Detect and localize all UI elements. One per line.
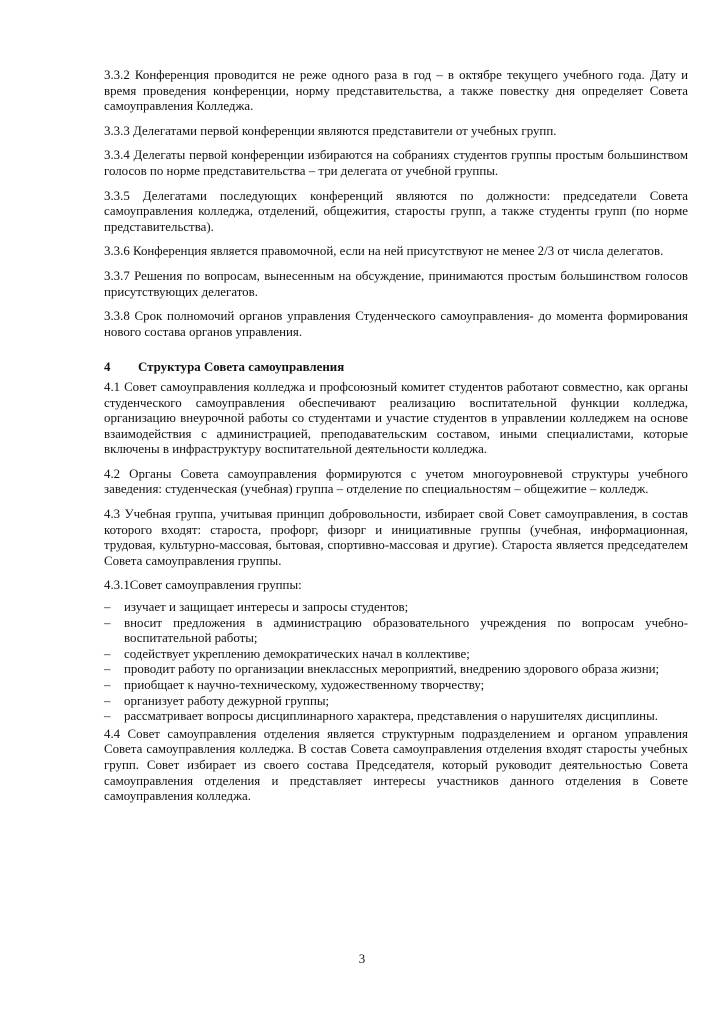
list-item-text: рассматривает вопросы дисциплинарного характера, представления о нарушителях дисциплины. [124,709,658,724]
paragraph-3-3-6: 3.3.6 Конференция является правомочной, если на ней присутствуют не менее 2/3 от числа делегатов. [104,244,664,259]
paragraph-3-3-2: 3.3.2 Конференция проводится не реже одного раза в год – в октябре текущего учебного года. Дату и время проведения конференции, норму представительства, а также повестку дня определяет Совета самоуправления Колледжа. [104,68,688,114]
paragraph-4-1: 4.1 Совет самоуправления колледжа и профсоюзный комитет студентов работают совместно, как органы студенческого самоуправления обеспечивают реализацию воспитательной функции колледжа, организацию внеурочной работы со студентами и участие студентов в управлении колледжем на основе взаимодействия с администрацией, преподавательским составом, иными специалистами, которые включены в инфраструктуру воспитательной деятельности колледжа. [104,379,688,457]
paragraph-4-2: 4.2 Органы Совета самоуправления формируются с учетом многоуровневой структуры учебного заведения: студенческая (учебная) группа – отделение по специальностям – общежитие – колледж. [104,466,688,497]
list-dash: – [104,646,111,661]
list-dash: – [104,662,111,677]
list-item [104,616,688,647]
paragraph-3-3-3: 3.3.3 Делегатами первой конференции являются представители от учебных групп. [104,123,557,138]
paragraph-3-3-7: 3.3.7 Решения по вопросам, вынесенным на обсуждение, принимаются простым большинством голосов присутствующих делегатов. [104,268,688,299]
list-item [104,678,688,694]
list-item-text: проводит работу по организации внеклассных мероприятий, внедрению здорового образа жизни; [124,662,660,677]
list-dash: – [104,693,111,708]
list-dash: – [104,600,111,615]
list-dash: – [104,615,111,630]
paragraph-3-3-5: 3.3.5 Делегатами последующих конференций являются по должности: председатели Совета самоуправления колледжа, отделений, общежития, старосты групп, а также студенты групп (по норме представительства). [104,188,688,234]
list-item-text: организует работу дежурной группы; [124,693,330,708]
list-item-text: приобщает к научно-техническому, художественному творчеству; [124,678,485,692]
list-item [104,694,688,710]
duties-list [104,600,688,725]
section-number: 4 [104,360,111,375]
page-number: 3 [358,952,366,966]
list-item [104,709,688,725]
section-title: Структура Совета самоуправления [138,360,345,375]
section-heading [104,360,688,376]
list-item-text: вносит предложения в администрацию образовательного учреждения по вопросам учебно-воспитательной работы; [124,615,688,646]
paragraph-4-3: 4.3 Учебная группа, учитывая принцип добровольности, избирает свой Совет самоуправления, в состав которого входят: староста, профорг, физорг и инициативные группы (учебная, информационная, трудовая, культурно-массовая, бытовая, спортивно-массовая и другие). Староста является председателем Совета самоуправления группы. [104,507,688,568]
list-item [104,662,688,678]
list-dash: – [104,709,111,724]
paragraph-4-4: 4.4 Совет самоуправления отделения является структурным подразделением и органом управления Совета самоуправления колледжа. В состав Совета самоуправления отделения входят старосты учебных групп. Совет избирает из своего состава Председателя, который руководит деятельностью Совета самоуправления отделения и представляет интересы участников данного отделения в Совете самоуправления колледжа. [104,726,688,804]
paragraph-3-3-8: 3.3.8 Срок полномочий органов управления Студенческого самоуправления- до момента формирования нового состава органов управления. [104,309,688,339]
paragraph-3-3-4: 3.3.4 Делегаты первой конференции избираются на собраниях студентов группы простым большинством голосов по норме представительства – три делегата от учебной группы. [104,148,688,178]
list-item [104,600,688,616]
list-item [104,647,688,663]
list-dash: – [104,678,111,692]
list-item-text: изучает и защищает интересы и запросы студентов; [124,600,409,615]
document-body [104,68,688,805]
subsection-title: 4.3.1Совет самоуправления группы: [104,578,302,593]
list-item-text: содействует укреплению демократических начал в коллективе; [124,646,470,661]
